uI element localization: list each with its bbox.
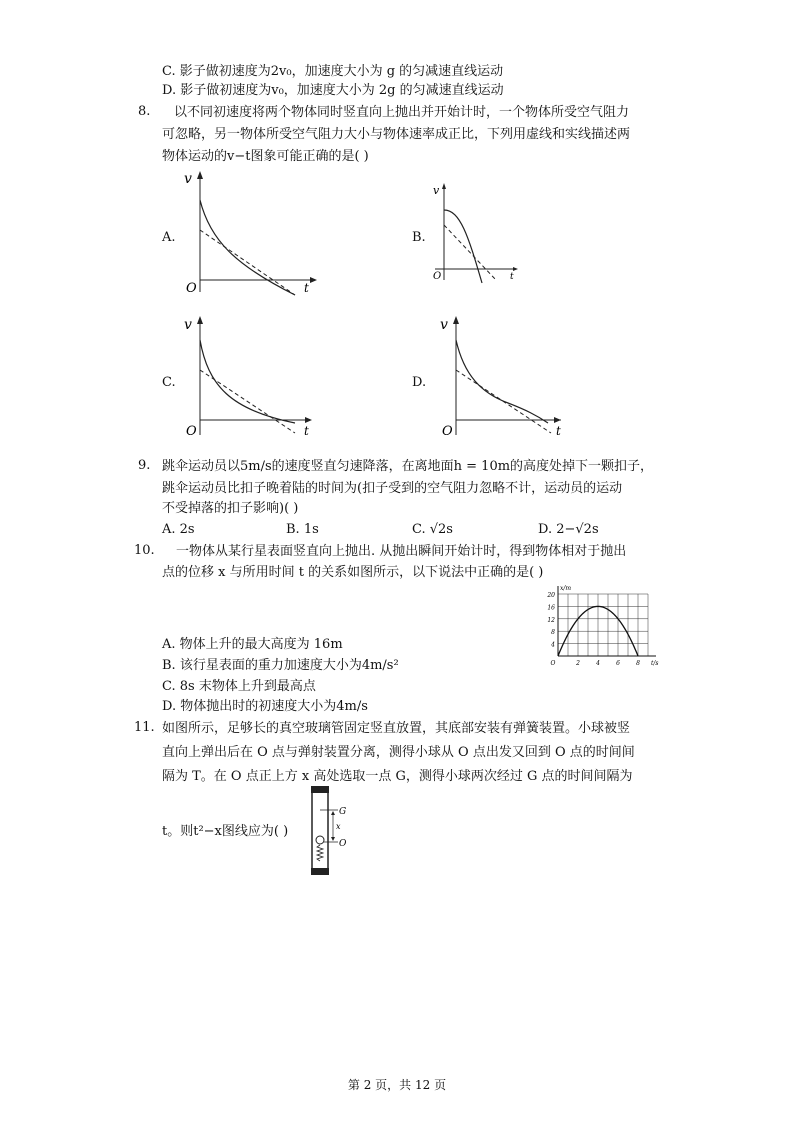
v-label: v <box>440 317 448 333</box>
y-tick-label: 12 <box>547 616 555 624</box>
x-dim-arrow-up <box>331 811 335 815</box>
q8-stem-line2: 可忽略，另一物体所受空气阻力大小与物体速率成正比，下列用虚线和实线描述两 <box>162 127 631 142</box>
q8-option-d-label: D. <box>412 375 427 390</box>
q8-number: 8. <box>138 104 151 119</box>
dashed-line <box>200 230 295 295</box>
t-axis-arrow <box>554 417 561 423</box>
t-label: t <box>556 424 561 438</box>
q9-option-d: D. 2−√2s <box>538 522 599 537</box>
ball <box>316 836 324 844</box>
q11-number: 11. <box>134 720 155 735</box>
q11-stem-line3: 隔为 T。在 O 点正上方 x 高处选取一点 G，测得小球两次经过 G 点的时间间隔为 <box>162 769 633 784</box>
v-label: v <box>184 171 192 187</box>
x-tick-label: O <box>550 660 556 667</box>
q9-number: 9. <box>138 458 151 473</box>
v-axis-arrow <box>442 183 446 189</box>
x-tick-label: 6 <box>616 660 620 667</box>
y-tick-label: 16 <box>547 604 555 612</box>
t-axis-arrow <box>513 267 518 271</box>
x-dim-arrow-down <box>331 837 335 841</box>
tube-top-cap <box>311 786 329 793</box>
solid-curve <box>444 210 482 283</box>
t-label: t <box>510 272 514 282</box>
x-label: x <box>336 822 341 831</box>
y-tick-label: 4 <box>551 641 555 649</box>
q8-option-b-label: B. <box>412 230 426 245</box>
o-label: O <box>339 839 347 849</box>
x-tick-label: 4 <box>596 660 600 667</box>
q9-stem-line1: 跳伞运动员以5m/s的速度竖直匀速降落，在离地面h = 10m的高度处掉下一颗扣子， <box>162 459 654 474</box>
q10-option-d: D. 物体抛出时的初速度大小为4m/s <box>162 699 368 714</box>
origin-label: O <box>186 281 197 296</box>
q8-option-c-label: C. <box>162 375 176 390</box>
origin-label: O <box>433 271 442 282</box>
g-label: G <box>339 807 347 817</box>
q8-graph-c <box>180 315 320 445</box>
y-axis-label: x/m <box>560 585 572 592</box>
q10-option-c: C. 8s 末物体上升到最高点 <box>162 679 316 694</box>
x-tick-label: 2 <box>576 660 580 667</box>
q9-option-a: A. 2s <box>162 522 195 537</box>
q9-option-c: C. √2s <box>412 522 453 537</box>
q8-stem-line1: 以不同初速度将两个物体同时竖直向上抛出并开始计时，一个物体所受空气阻力 <box>174 105 630 120</box>
y-tick-label: 20 <box>547 592 555 599</box>
q8-graph-b <box>430 180 530 290</box>
dashed-line <box>200 370 295 433</box>
q8-graph-a <box>180 170 320 300</box>
q7-option-c: C. 影子做初速度为2v₀，加速度大小为 g 的匀减速直线运动 <box>162 64 504 79</box>
v-label: v <box>433 184 440 197</box>
q9-stem-line2: 跳伞运动员比扣子晚着陆的时间为(扣子受到的空气阻力忽略不计，运动员的运动 <box>162 481 623 496</box>
solid-curve <box>200 200 295 295</box>
solid-curve <box>456 340 548 423</box>
page-footer: 第 2 页，共 12 页 <box>347 1078 447 1092</box>
q10-option-a: A. 物体上升的最大高度为 16m <box>162 637 343 652</box>
q11-tube-figure <box>308 786 356 876</box>
dashed-line <box>456 370 551 433</box>
origin-label: O <box>186 424 197 439</box>
x-axis-label: t/s <box>651 660 659 667</box>
q8-stem-line3: 物体运动的v−t图象可能正确的是( ) <box>162 149 369 164</box>
dashed-line <box>444 225 496 280</box>
q11-stem-line2: 直向上弹出后在 O 点与弹射装置分离，测得小球从 O 点出发又回到 O 点的时间间 <box>162 745 635 760</box>
t-label: t <box>304 424 309 438</box>
origin-label: O <box>442 424 453 439</box>
q10-stem-line1: 一物体从某行星表面竖直向上抛出. 从抛出瞬间开始计时，得到物体相对于抛出 <box>176 544 627 559</box>
q11-stem-line4: t。则t²−x图线应为( ) <box>162 824 289 839</box>
q8-graph-d <box>436 315 576 445</box>
q11-stem-line1: 如图所示，足够长的真空玻璃管固定竖直放置，其底部安装有弹簧装置。小球被竖 <box>162 721 631 736</box>
t-label: t <box>304 281 309 295</box>
q10-xt-chart <box>540 582 665 667</box>
t-axis-arrow <box>310 277 317 283</box>
tube-bottom-cap <box>311 868 329 875</box>
q9-option-b: B. 1s <box>286 522 319 537</box>
v-axis-arrow <box>197 171 203 179</box>
q10-stem-line2: 点的位移 x 与所用时间 t 的关系如图所示，以下说法中正确的是( ) <box>162 565 544 580</box>
q10-number: 10. <box>134 543 155 558</box>
t-axis-arrow <box>305 417 312 423</box>
x-tick-label: 8 <box>636 660 640 667</box>
q10-option-b: B. 该行星表面的重力加速度大小为4m/s² <box>162 658 399 673</box>
q8-option-a-label: A. <box>162 230 176 245</box>
q9-stem-line3: 不受掉落的扣子影响)( ) <box>162 501 299 516</box>
v-axis-arrow <box>197 316 203 324</box>
y-tick-label: 8 <box>551 629 555 637</box>
q7-option-d: D. 影子做初速度为v₀，加速度大小为 2g 的匀减速直线运动 <box>162 83 504 98</box>
v-label: v <box>184 317 192 333</box>
spring <box>317 845 323 861</box>
solid-curve <box>200 340 295 423</box>
v-axis-arrow <box>453 316 459 324</box>
